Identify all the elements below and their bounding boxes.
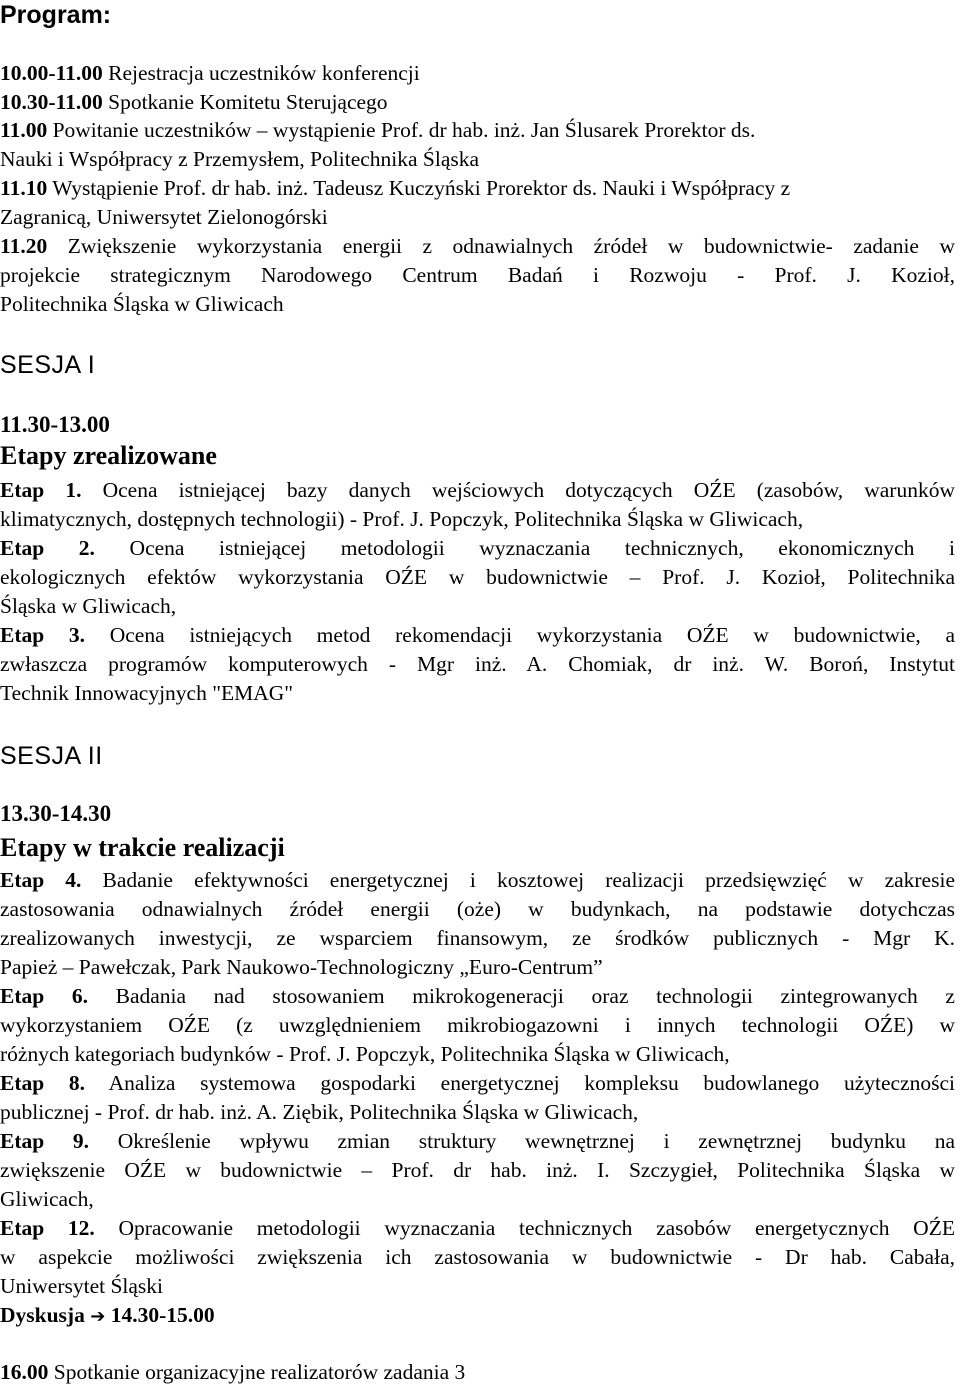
etap-line: zrealizowanych inwestycji, ze wsparciem finansowym, ze środków publicznych - Mgr K.: [0, 926, 955, 950]
etap-line: Technik Innowacyjnych "EMAG": [0, 681, 294, 705]
etap-line: Papież – Pawełczak, Park Naukowo-Technologiczny „Euro-Centrum”: [0, 955, 603, 979]
discussion-label: Dyskusja: [0, 1303, 85, 1327]
etap-line: publicznej - Prof. dr hab. inż. A. Ziębik, Politechnika Śląska w Gliwicach,: [0, 1100, 639, 1124]
etap-line: zwiększenie OŹE w budownictwie – Prof. dr hab. inż. I. Szczygieł, Politechnika Śląska w: [0, 1158, 955, 1182]
etap-line: Etap 12. Opracowanie metodologii wyznaczania technicznych zasobów energetycznych OŹE: [0, 1216, 955, 1240]
etap-line: wykorzystaniem OŹE (z uwzględnieniem mikrobiogazowni i innych technologii OŹE) w: [0, 1013, 955, 1037]
etap-line: Etap 2. Ocena istniejącej metodologii wyznaczania technicznych, ekonomicznych i: [0, 536, 955, 560]
etap-line: klimatycznych, dostępnych technologii) - Prof. J. Popczyk, Politechnika Śląska w Gliwicach,: [0, 507, 804, 531]
intro-line: Zagranicą, Uniwersytet Zielonogórski: [0, 205, 328, 229]
intro-line: 11.10 Wystąpienie Prof. dr hab. inż. Tadeusz Kuczyński Prorektor ds. Nauki i Współpracy z: [0, 176, 791, 200]
intro-line: 11.00 Powitanie uczestników – wystąpienie Prof. dr hab. inż. Jan Ślusarek Prorektor ds.: [0, 118, 756, 142]
intro-line: 10.30-11.00 Spotkanie Komitetu Sterującego: [0, 90, 388, 114]
etap-line: zastosowania odnawialnych źródeł energii (oże) w budynkach, na podstawie dotychczas: [0, 897, 955, 921]
etap-line: Etap 9. Określenie wpływu zmian struktury wewnętrznej i zewnętrznej budynku na: [0, 1129, 955, 1153]
page-title: Program:: [0, 1, 112, 29]
closing-line: 16.00 Spotkanie organizacyjne realizatorów zadania 3: [0, 1360, 466, 1384]
session-2-label: SESJA II: [0, 742, 103, 770]
session-1-label: SESJA I: [0, 351, 96, 379]
arrow-right-icon: ➔: [90, 1306, 106, 1327]
session-1-heading: Etapy zrealizowane: [0, 441, 217, 470]
etap-line: różnych kategoriach budynków - Prof. J. Popczyk, Politechnika Śląska w Gliwicach,: [0, 1042, 730, 1066]
intro-line: 10.00-11.00 Rejestracja uczestników konferencji: [0, 61, 420, 85]
etap-line: Etap 3. Ocena istniejących metod rekomendacji wykorzystania OŹE w budownictwie, a: [0, 623, 955, 647]
intro-line: Politechnika Śląska w Gliwicach: [0, 292, 284, 316]
etap-line: Etap 8. Analiza systemowa gospodarki energetycznej kompleksu budowlanego użyteczności: [0, 1071, 955, 1095]
etap-line: w aspekcie możliwości zwiększenia ich zastosowania w budownictwie - Dr hab. Cabała,: [0, 1245, 955, 1269]
intro-line: projekcie strategicznym Narodowego Centrum Badań i Rozwoju - Prof. J. Kozioł,: [0, 263, 955, 287]
etap-line: Gliwicach,: [0, 1187, 94, 1211]
etap-line: Etap 4. Badanie efektywności energetycznej i kosztowej realizacji przedsięwzięć w zakresie: [0, 868, 955, 892]
intro-line: Nauki i Współpracy z Przemysłem, Politechnika Śląska: [0, 147, 480, 171]
session-2-heading: Etapy w trakcie realizacji: [0, 833, 285, 862]
etap-line: Uniwersytet Śląski: [0, 1274, 164, 1298]
session-1-time: 11.30-13.00: [0, 412, 110, 437]
etap-line: zwłaszcza programów komputerowych - Mgr inż. A. Chomiak, dr inż. W. Boroń, Instytut: [0, 652, 955, 676]
intro-line: 11.20 Zwiększenie wykorzystania energii z odnawialnych źródeł w budownictwie- zadanie w: [0, 234, 955, 258]
etap-line: Etap 6. Badania nad stosowaniem mikrokogeneracji oraz technologii zintegrowanych z: [0, 984, 955, 1008]
discussion-line: [0, 1301, 955, 1331]
etap-line: Etap 1. Ocena istniejącej bazy danych wejściowych dotyczących OŹE (zasobów, warunków: [0, 478, 955, 502]
etap-line: Śląska w Gliwicach,: [0, 594, 177, 618]
session-2-time: 13.30-14.30: [0, 801, 112, 826]
discussion-time: 14.30-15.00: [110, 1303, 215, 1327]
etap-line: ekologicznych efektów wykorzystania OŹE w budownictwie – Prof. J. Kozioł, Politechnika: [0, 565, 955, 589]
